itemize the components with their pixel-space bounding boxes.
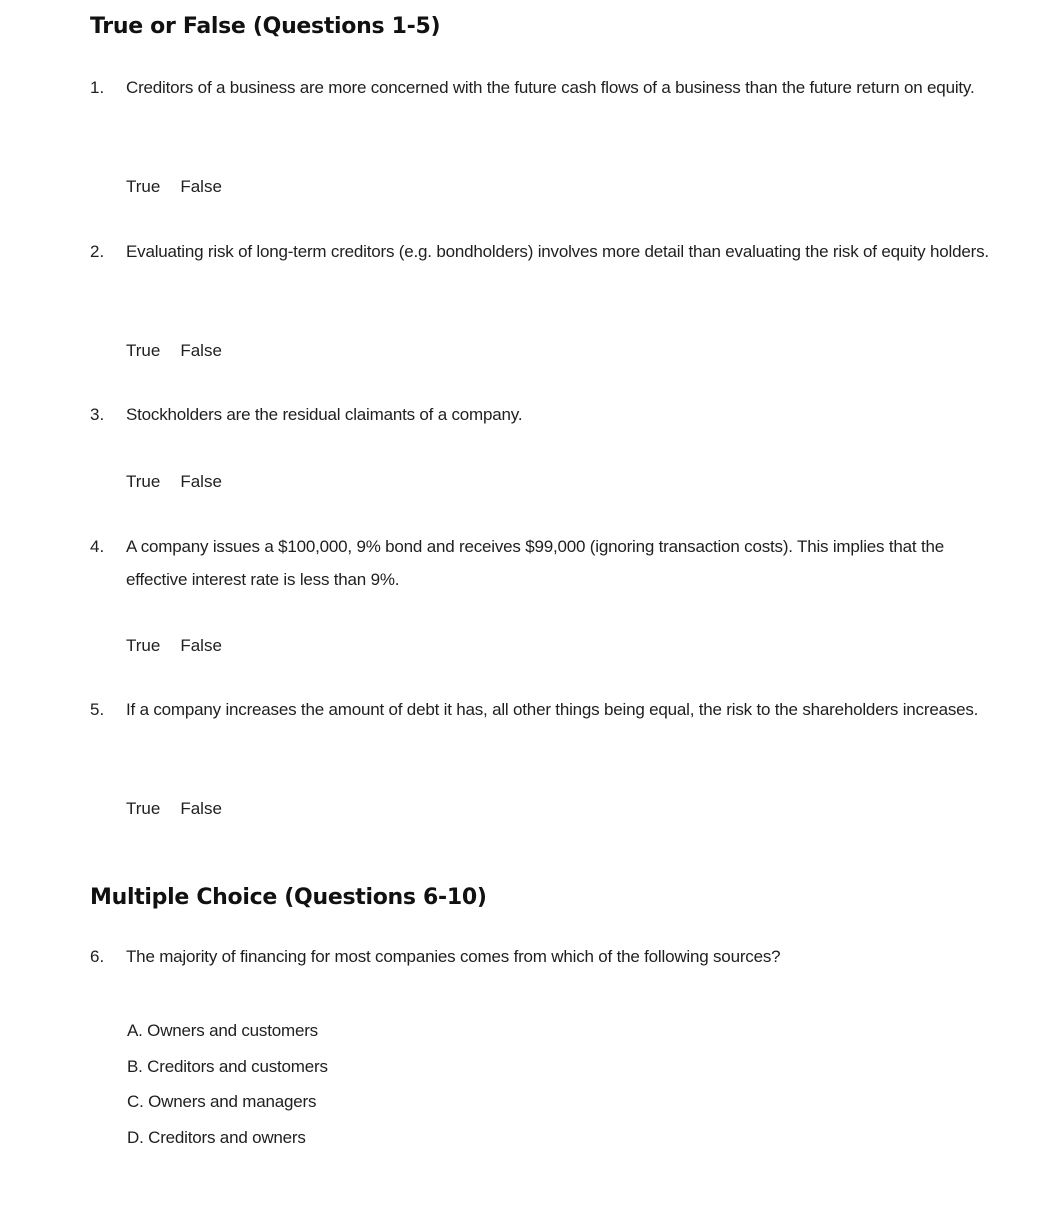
option-d[interactable]: D. Creditors and owners — [127, 1127, 306, 1147]
question-number: 4. — [90, 537, 105, 556]
option-false[interactable]: False — [180, 472, 222, 491]
question-6-options — [127, 1013, 328, 1155]
question-number: 5. — [90, 700, 105, 719]
question-number: 6. — [90, 947, 105, 966]
option-false[interactable]: False — [180, 799, 222, 818]
option-true[interactable]: True — [126, 177, 161, 196]
question-3-options — [126, 472, 222, 492]
question-text: Stockholders are the residual claimants of a company. — [126, 405, 523, 424]
question-1 — [90, 71, 990, 104]
option-true[interactable]: True — [126, 472, 161, 491]
question-text: The majority of financing for most companies comes from which of the following sources? — [126, 947, 781, 966]
question-text: Creditors of a business are more concerned with the future cash flows of a business than the future return on equity. — [126, 78, 975, 97]
option-false[interactable]: False — [180, 177, 222, 196]
question-4 — [90, 530, 990, 596]
question-1-options — [126, 177, 222, 197]
option-b[interactable]: B. Creditors and customers — [127, 1056, 328, 1076]
option-false[interactable]: False — [180, 636, 222, 655]
question-text: If a company increases the amount of debt it has, all other things being equal, the risk to the shareholders increases. — [126, 700, 979, 719]
question-number: 2. — [90, 242, 105, 261]
question-number: 3. — [90, 405, 105, 424]
option-true[interactable]: True — [126, 799, 161, 818]
true-false-heading: True or False (Questions 1-5) — [90, 14, 441, 39]
option-true[interactable]: True — [126, 341, 161, 360]
multiple-choice-heading: Multiple Choice (Questions 6-10) — [90, 885, 487, 910]
question-5-options — [126, 799, 222, 819]
option-false[interactable]: False — [180, 341, 222, 360]
question-5 — [90, 693, 990, 726]
question-4-options — [126, 636, 222, 656]
question-number: 1. — [90, 78, 105, 97]
question-3 — [90, 398, 990, 431]
question-2 — [90, 235, 990, 268]
option-true[interactable]: True — [126, 636, 161, 655]
question-2-options — [126, 341, 222, 361]
option-c[interactable]: C. Owners and managers — [127, 1092, 317, 1111]
option-a[interactable]: A. Owners and customers — [127, 1021, 318, 1040]
question-text: A company issues a $100,000, 9% bond and receives $99,000 (ignoring transaction costs). This implies that the effective interest rate is less than 9%. — [126, 537, 944, 589]
question-text: Evaluating risk of long-term creditors (e.g. bondholders) involves more detail than evaluating the risk of equity holders. — [126, 242, 989, 261]
question-6 — [90, 940, 990, 973]
